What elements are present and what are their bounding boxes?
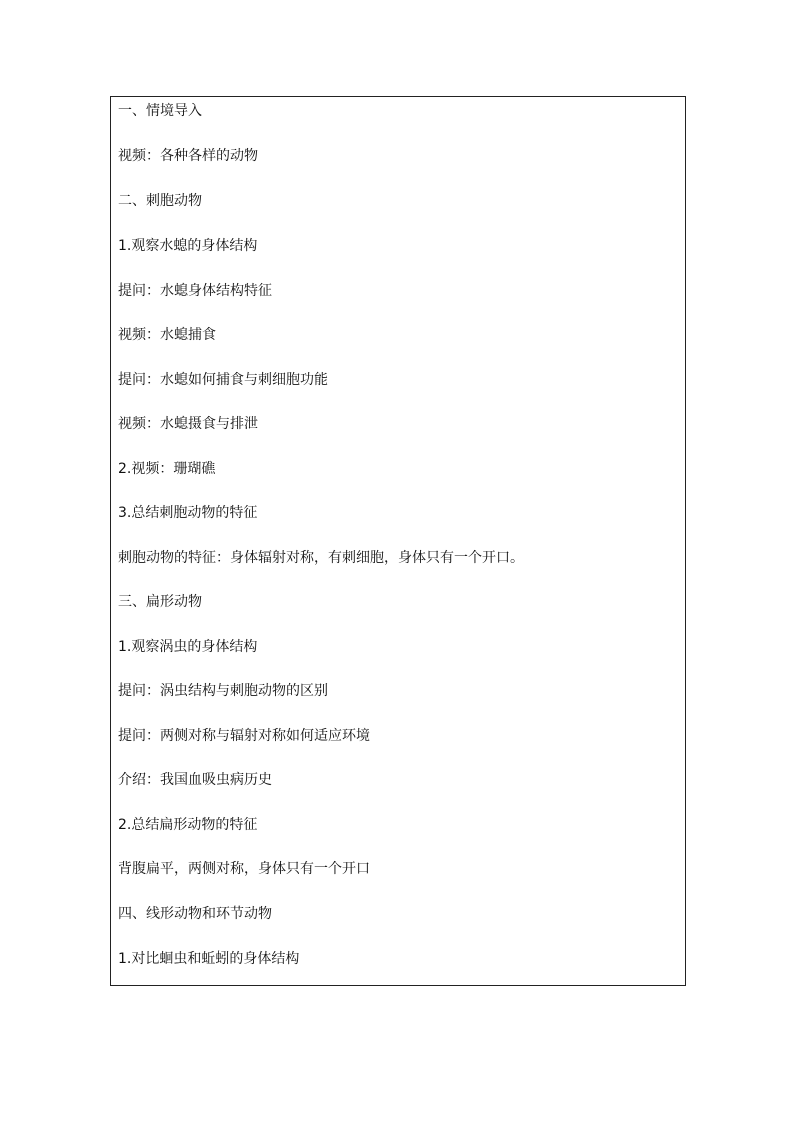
- text-line: 1.观察水螅的身体结构: [118, 238, 258, 254]
- content-frame: [110, 96, 686, 986]
- text-line: 2.总结扁形动物的特征: [118, 817, 258, 833]
- text-line: 1.对比蛔虫和蚯蚓的身体结构: [118, 951, 300, 967]
- text-line: 2.视频：珊瑚礁: [118, 461, 216, 477]
- text-line: 视频：水螅捕食: [118, 327, 216, 343]
- text-line: 视频：水螅摄食与排泄: [118, 416, 258, 432]
- section-heading-cnidarians: 二、刺胞动物: [118, 193, 202, 209]
- text-line: 提问：水螅如何捕食与刺细胞功能: [118, 372, 328, 388]
- text-line: 介绍：我国血吸虫病历史: [118, 772, 272, 788]
- text-line: 背腹扁平，两侧对称，身体只有一个开口: [118, 861, 370, 877]
- text-line: 刺胞动物的特征：身体辐射对称，有刺细胞，身体只有一个开口。: [118, 550, 524, 566]
- text-line: 提问：水螅身体结构特征: [118, 283, 272, 299]
- text-line: 3.总结刺胞动物的特征: [118, 505, 258, 521]
- text-line: 视频：各种各样的动物: [118, 148, 258, 164]
- text-line: 1.观察涡虫的身体结构: [118, 639, 258, 655]
- section-heading-flatworms: 三、扁形动物: [118, 594, 202, 610]
- section-heading-roundworms-annelids: 四、线形动物和环节动物: [118, 906, 272, 922]
- text-line: 提问：涡虫结构与刺胞动物的区别: [118, 683, 328, 699]
- section-heading-intro: 一、情境导入: [118, 103, 202, 119]
- text-line: 提问：两侧对称与辐射对称如何适应环境: [118, 728, 370, 744]
